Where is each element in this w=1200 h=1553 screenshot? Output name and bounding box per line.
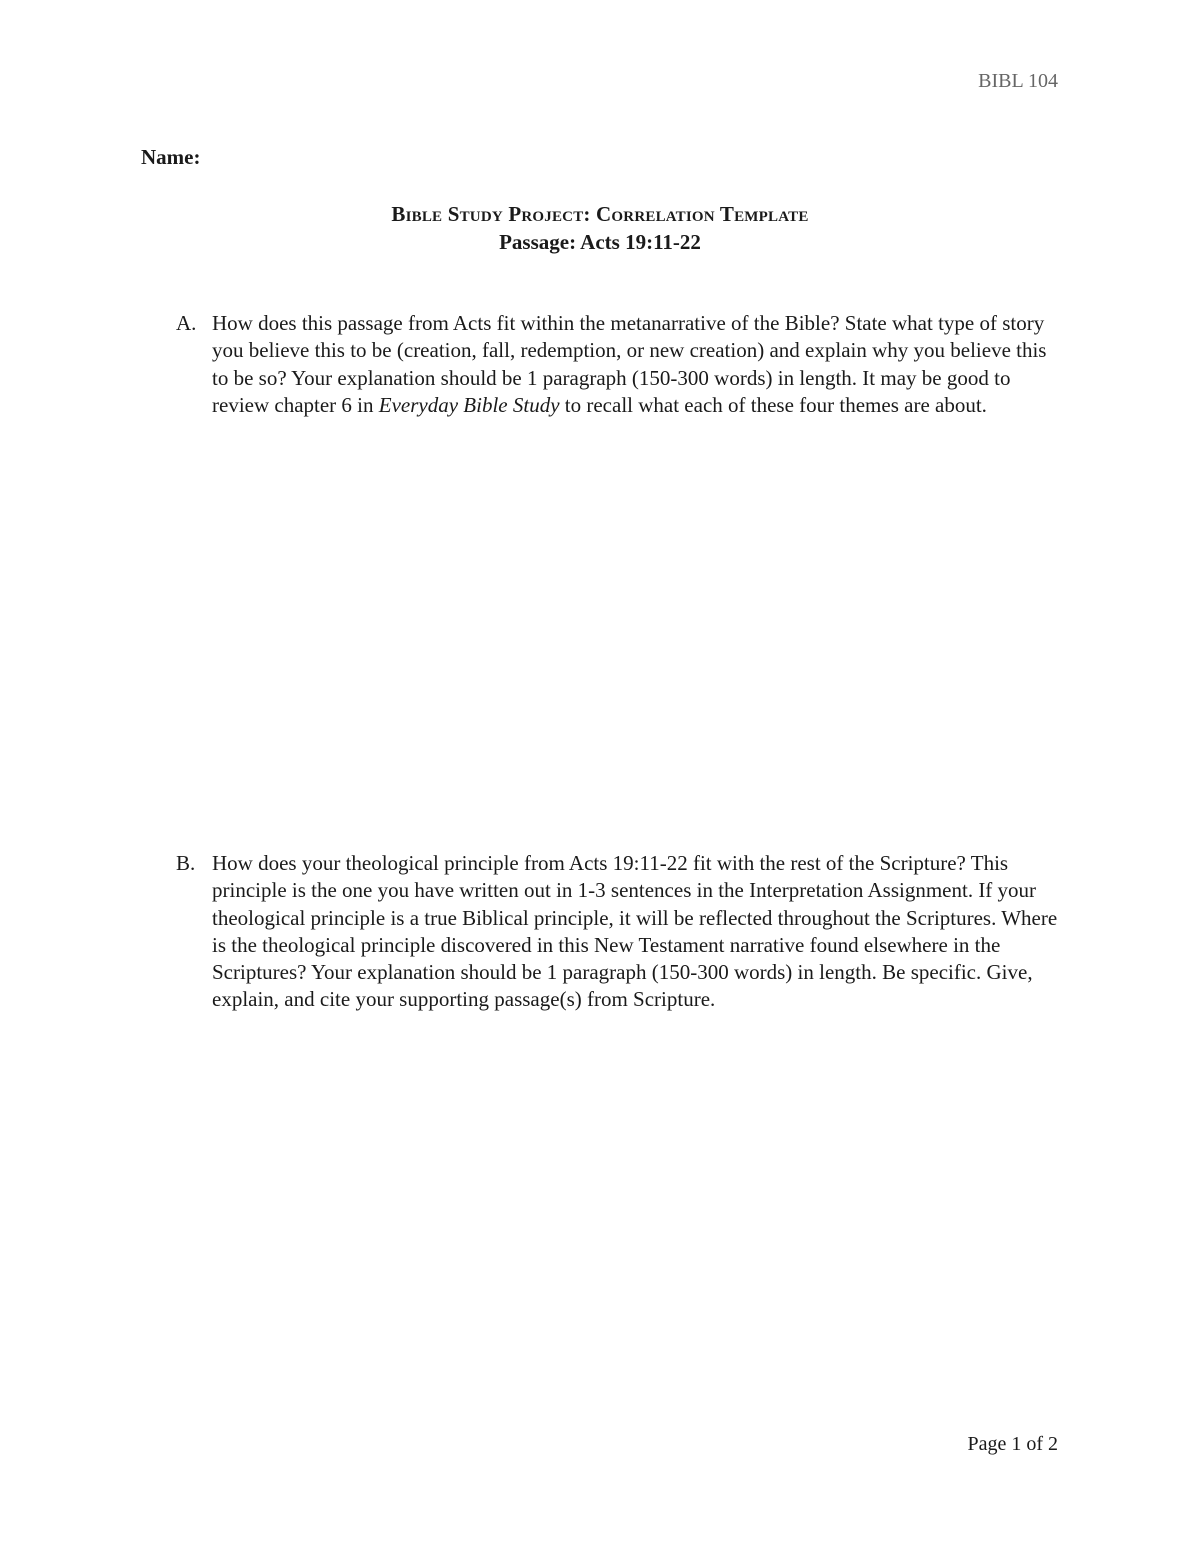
passage-reference: Passage: Acts 19:11-22 [499, 230, 701, 254]
question-b-text: How does your theological principle from Acts 19:11-22 fit with the rest of the Scripture? This principle is the one you have written out in 1-3 sentences in the Interpretation Assignment. If your theological principle is a true Biblical principle, it will be reflected throughout the Scriptures. Where is the theological principle discovered in this New Testament narrative found elsewhere in the Scriptures? Your explanation should be 1 paragraph (150-300 words) in length. Be specific. Give, explain, and cite your supporting passage(s) from Scripture. [212, 851, 1058, 1012]
name-label: Name: [141, 145, 201, 169]
question-a [176, 310, 1066, 419]
question-a-text-before: How does this passage from Acts fit within the metanarrative of the Bible? State what type of story you believe this to be (creation, fall, redemption, or new creation) and explain why you believe this to be so? Your explanation should be 1 paragraph (150-300 words) in length. It may be good to review chapter 6 in [212, 311, 1047, 417]
question-b-marker: B. [176, 851, 196, 875]
title-block [0, 200, 1200, 256]
question-b [176, 850, 1066, 1014]
page-number: Page 1 of 2 [967, 1433, 1058, 1455]
question-a-marker: A. [176, 311, 197, 335]
document-title: Bible Study Project: Correlation Template [391, 202, 809, 226]
question-a-text-after: to recall what each of these four themes are about. [559, 392, 987, 417]
question-a-text [212, 310, 1066, 419]
book-title: Everyday Bible Study [378, 392, 560, 417]
course-code: BIBL 104 [978, 70, 1058, 92]
